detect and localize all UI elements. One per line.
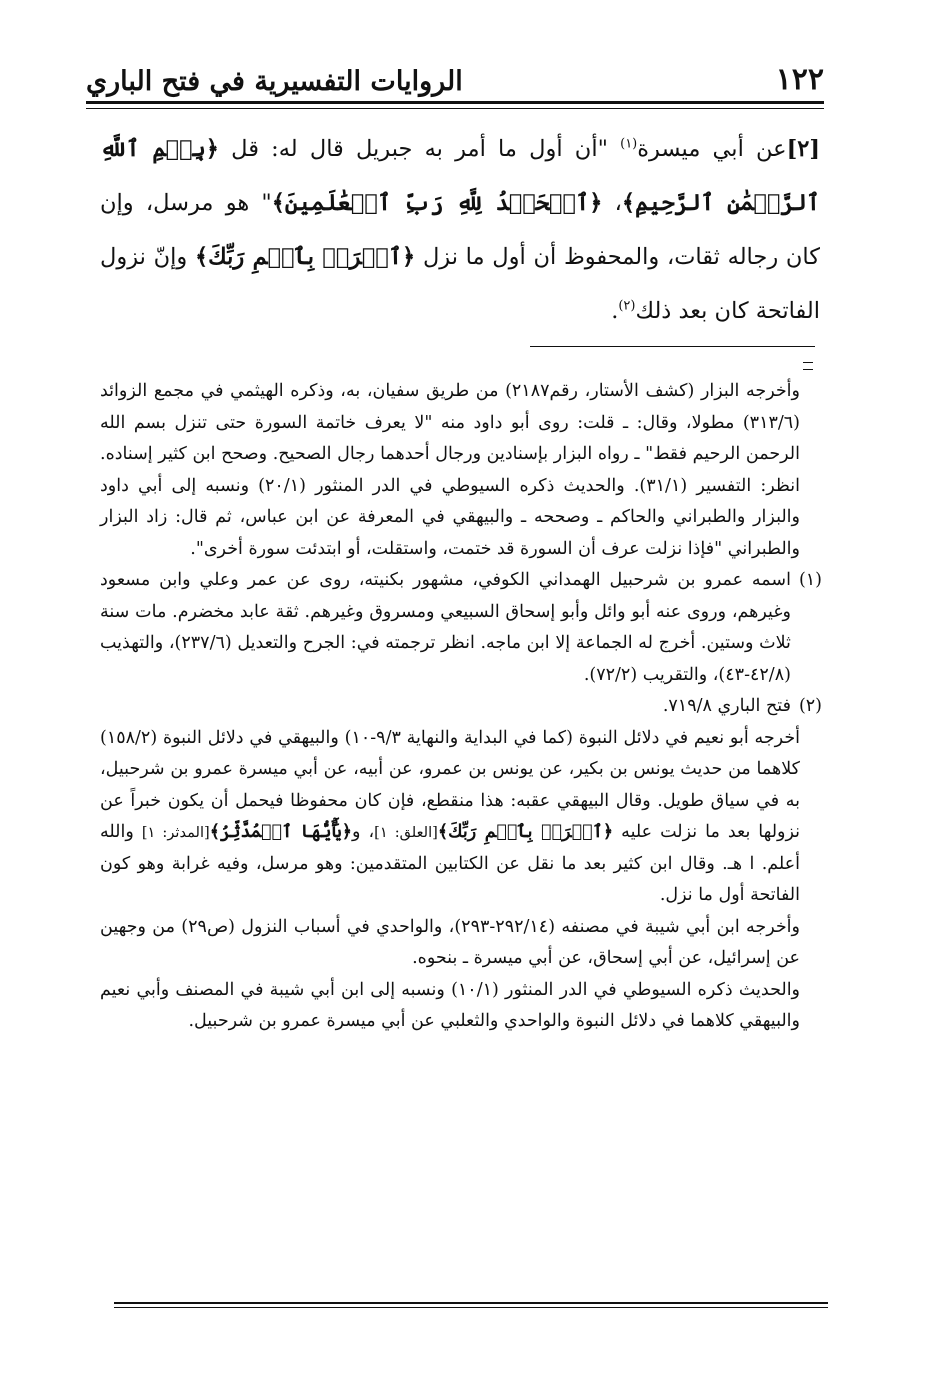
main-text [100, 122, 820, 338]
main-text-segment: " هو مرسل، وإن كان رجاله ثقات، والمحفوظ أن أول ما نزل [100, 190, 820, 270]
verse-reference: [العلق: ١] [374, 824, 438, 841]
item-number: [٢] [786, 136, 820, 162]
page-header [86, 58, 824, 104]
footnote-ref: (١) [620, 136, 638, 152]
quran-verse: ﴿ٱقۡرَأۡ بِٱسۡمِ رَبِّكَ﴾ [194, 244, 416, 270]
main-text-segment: "أن أول ما أمر به جبريل قال له: قل [218, 136, 621, 162]
footnote-separator [530, 346, 815, 347]
footnote-text: فتح الباري ٧١٩/٨. [662, 696, 791, 716]
continuation-mark [803, 362, 813, 370]
main-text-segment: وإنّ نزول الفاتحة كان بعد ذلك [100, 244, 820, 324]
footnote-text: والله أعلم. ا هـ. وقال ابن كثير بعد ما نقل عن الكتابين المتقدمين: وهو مرسل، وفيه غرابة وهو كون الفاتحة أول ما نزل. [100, 822, 800, 905]
quran-verse: ﴿ٱقۡرَأۡ بِٱسۡمِ رَبِّكَ﴾ [437, 822, 614, 842]
footnote-2 [100, 691, 822, 723]
footnote-paragraph: والحديث ذكره السيوطي في الدر المنثور (١٠/١) ونسبه إلى ابن أبي شيبة في المصنف وأبي نعيم والبيهقي كلاهما في دلائل النبوة والواحدي والثعلبي عن أبي ميسرة عمرو بن شرحبيل. [100, 979, 801, 1031]
quran-verse: ﴿ٱلۡحَمۡدُ لِلَّهِ رَبِّ ٱلۡعَٰلَمِينَ﴾ [271, 190, 603, 216]
main-text-segment: عن أبي ميسرة [637, 136, 787, 162]
footnote-text: أخرجه أبو نعيم في دلائل النبوة (كما في البداية والنهاية ٩/٣-١٠) والبيهقي في دلائل النبوة (١٥٨/٢) كلاهما من حديث يونس بن بكير، عن يونس بن عمرو، عن أبيه، عن أبي ميسرة عمرو بن شرحبيل، به في سياق طويل. وقال البيهقي عقبه: هذا منقطع، فإن كان محفوظا فيحمل أن يكون خبراً عن نزولها بعد ما نزلت عليه [100, 727, 801, 842]
footnote-ref: (٢) [618, 298, 636, 314]
footnote-1 [100, 565, 822, 691]
footnote-text: اسمه عمرو بن شرحبيل الهمداني الكوفي، مشهور بكنيته، روى عن عمر وعلي وابن مسعود وغيرهم، وروى عنه أبو وائل وأبو إسحاق السبيعي ومسروق وغيرهم. ثقة عابد مخضرم. مات سنة ثلاث وستين. أخرج له الجماعة إلا ابن ماجه. انظر ترجمته في: الجرح والتعديل (٢٣٧/٦)، والتهذيب (٤٢/٨-٤٣)، والتقريب (٧٢/٢). [100, 570, 791, 685]
page-number: ١٢٢ [775, 62, 824, 97]
footnote-paragraph: وأخرجه ابن أبي شيبة في مصنفه (٢٩٢/١٤-٢٩٣)، والواحدي في أسباب النزول (ص٢٩) من وجهين عن إسرائيل، عن أبي إسحاق، عن أبي ميسرة ـ بنحوه. [100, 916, 800, 968]
main-text-segment: ، [602, 190, 622, 216]
main-text-segment: . [611, 298, 619, 324]
quran-verse: ﴿يَٰٓأَيُّهَا ٱلۡمُدَّثِّرُ﴾ [209, 822, 353, 842]
footnote-number: (١) [798, 570, 822, 590]
footnote-text: ، و [352, 822, 375, 842]
footnote-number: (٢) [798, 696, 822, 716]
footer-rule [114, 1302, 828, 1304]
verse-reference: [المدثر: ١] [141, 824, 210, 841]
quran-verse: ﴿بِسۡمِ ٱللَّهِ ٱلرَّحۡمَٰنِ ٱلرَّحِيمِ﴾ [100, 136, 820, 216]
footnote-continuation: وأخرجه البزار (كشف الأستار، رقم٢١٨٧) من طريق سفيان، به، وذكره الهيثمي في مجمع الزوائد (٣١٣/٦) مطولا، وقال: ـ قلت: روى أبو داود منه "لا يعرف خاتمة السورة حتى تنزل بسم الله الرحمن الرحيم فقط" ـ رواه البزار بإسنادين ورجال أحدهما رجال الصحيح. وصحح ابن كثير إسناده. انظر: التفسير (٣١/١). والحديث ذكره السيوطي في الدر المنثور (٢٠/١) ونسبه إلى أبي داود والبزار والطبراني والحاكم ـ وصححه ـ والبيهقي في المعرفة عن ابن عباس، ثم قال: زاد البزار والطبراني "فإذا نزلت عرف أن السورة قد ختمت، واستقلت، أو ابتدئت سورة أخرى". [100, 381, 800, 559]
running-title: الروايات التفسيرية في فتح الباري [86, 66, 463, 97]
footnote-paragraph [100, 723, 822, 912]
footnotes [100, 376, 822, 1038]
